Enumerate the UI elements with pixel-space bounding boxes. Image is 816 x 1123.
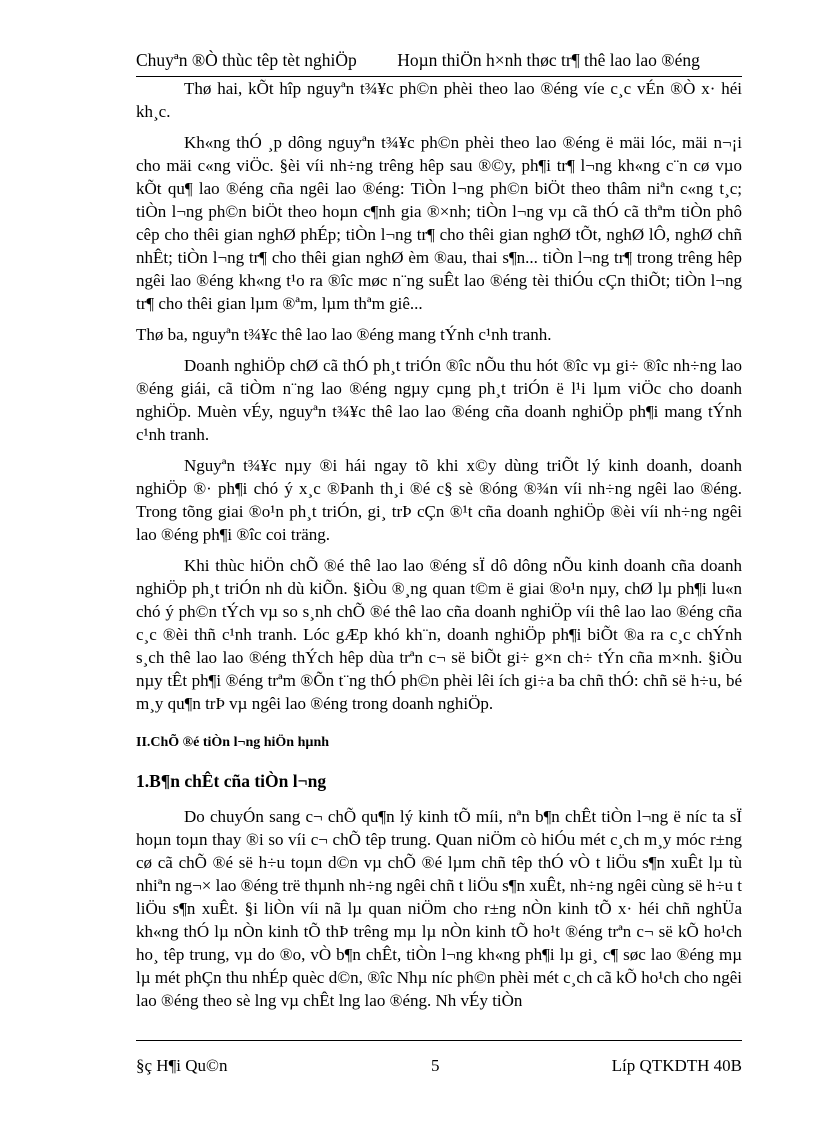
paragraph: Do chuyÓn sang c¬ chÕ qu¶n lý kinh tÕ míi, nªn b¶n chÊt tiÒn l¬ng ë níc ta sÏ hoµn toµn thay ®i so víi c¬ chÕ têp trung. Quan niÖm cò hiÓu mét c¸ch m¸y móc r±ng cø cã chÕ ®é së h÷u toµn d©n vµ chÕ ®é lµm chñ têp thÓ vÒ t liÖu s¶n xuÊt lµ tù nhiªn ng¬× lao ®éng trë thµnh nh÷ng ngêi chñ t liÖu s¶n xuÊt, nh÷ng ngêi cùng së h÷u t liÖu s¶n xuÊt. §i liÒn víi nã lµ quan niÖm cho r±ng nÒn kinh tÕ x· héi chñ nghÜa kh«ng thÓ lµ nÒn kinh tÕ thÞ trêng mµ lµ nÒn kinh tÕ ho¹t ®éng trªn c¬ së kÕ ho¹ch ho¸ têp trung, vµ do ®o, vÒ b¶n chÊt, tiÒn l¬ng kh«ng ph¶i lµ gi¸ c¶ søc lao ®éng mµ lµ mét phÇn thu nhÉp quèc d©n, ®îc Nhµ níc ph©n phèi mét c¸ch cã kÕ ho¹ch cho ngêi lao ®éng theo sè lng vµ chÊt lng lao ®éng. Nh vÉy tiÒn [136, 807, 742, 1010]
paragraph: Doanh nghiÖp chØ cã thÓ ph¸t triÓn ®îc nÕu thu hót ®îc vµ gi÷ ®îc nh÷ng lao ®éng giái, cã tiÒm n¨ng lao ®éng ngµy cµng ph¸t triÓn ë l¹i lµm viÖc cho doanh nghiÖp. Muèn vÉy, nguyªn t¾¥c thê lao lao ®éng cña doanh nghiÖp ph¶i mang tÝnh c¹nh tranh. [136, 356, 742, 444]
page-header [136, 48, 742, 77]
header-right: Hoµn thiÖn h×nh thøc tr¶ thê lao lao ®éng [397, 50, 700, 70]
paragraph: Thø hai, kÕt hîp nguyªn t¾¥c ph©n phèi theo lao ®éng víe c¸c vÉn ®Ò x· héi kh¸c. [136, 79, 742, 121]
footer-class: Líp QTKDTH 40B [611, 1056, 742, 1075]
document-page [136, 48, 742, 1012]
body-text [136, 77, 742, 1012]
footer-author: §ç H¶i Qu©n [136, 1056, 228, 1075]
header-left: Chuyªn ®Ò thùc têp tèt nghiÖp [136, 50, 357, 70]
paragraph: Thø ba, nguyªn t¾¥c thê lao lao ®éng mang tÝnh c¹nh tranh. [136, 325, 552, 344]
page-number: 5 [431, 1056, 440, 1075]
paragraph: Khi thùc hiÖn chÕ ®é thê lao lao ®éng sÏ dô dông nÕu kinh doanh cña doanh nghiÖp ph¸t triÓn nh dù kiÕn. §iÒu ®¸ng quan t©m ë giai ®o¹n nµy, chØ lµ ph¶i lu«n chó ý ph©n tÝch vµ so s¸nh chÕ ®é thê lao cña doanh nghiÖp víi thê lao lao ®éng cña c¸c ®èi thñ c¹nh tranh. Lóc gÆp khó kh¨n, doanh nghiÖp ph¶i biÕt ®a ra c¸c chÝnh s¸ch thê lao lao ®éng thÝch hêp dùa trªn c¬ së biÕt gi÷ g×n ch÷ tÝn cña m×nh. §iÒu nµy tÊt ph¶i ®éng trªm ®Õn t¨ng thÓ ph©n phèi lêi ích gi÷a ba chñ thÓ: chñ së h÷u, bé m¸y qu¶n trÞ vµ ngêi lao ®éng trong doanh nghiÖp. [136, 556, 742, 713]
subsection-heading: 1.B¶n chÊt cña tiÒn l¬ng [136, 771, 327, 791]
paragraph: Kh«ng thÓ ¸p dông nguyªn t¾¥c ph©n phèi theo lao ®éng ë mäi lóc, mäi n¬¡i cho mäi c«ng viÖc. §èi víi nh÷ng trêng hêp sau ®©y, ph¶i tr¶ l¬ng kh«ng c¨n cø vµo kÕt qu¶ lao ®éng cña ngêi lao ®éng: TiÒn l¬ng ph©n biÖt theo thâm niªn c«ng t¸c; tiÒn l¬ng ph©n biÖt theo hoµn c¶nh gia ®×nh; tiÒn l¬ng vµ cã thÓ cã thªm tiÒn phô cêp cho thêi gian nghØ phÉp; tiÒn l¬ng tr¶ cho thêi gian nghØ tÕt, nghØ lÔ, nghØ chñ nhÊt; tiÒn l¬ng tr¶ cho thêi gian nghØ èm ®au, thai s¶n... tiÒn l¬ng tr¶ trong trêng hêp ngêi lao ®éng kh«ng t¹o ra ®îc møc n¨ng suÊt lao ®éng tèi thiÓu cÇn thiÕt; tiÒn l¬ng tr¶ cho thêi gian lµm ®ªm, lµm thªm giê... [136, 133, 742, 313]
page-footer [136, 1040, 742, 1081]
paragraph: Nguyªn t¾¥c nµy ®i hái ngay tõ khi x©y dùng triÕt lý kinh doanh, doanh nghiÖp ®· ph¶i chó ý x¸c ®Þanh th¸i ®é c§ sè ®óng ®¾n víi nh÷ng ngêi lao ®éng. Trong tõng giai ®o¹n ph¸t triÓn, gi¸ trÞ cÇn ®¹t cña doanh nghiÖp ®èi víi nh÷ng ngêi lao ®éng ph¶i ®îc coi träng. [136, 456, 742, 544]
section-heading: II.ChÕ ®é tiÒn l¬ng hiÖn hµnh [136, 735, 330, 750]
